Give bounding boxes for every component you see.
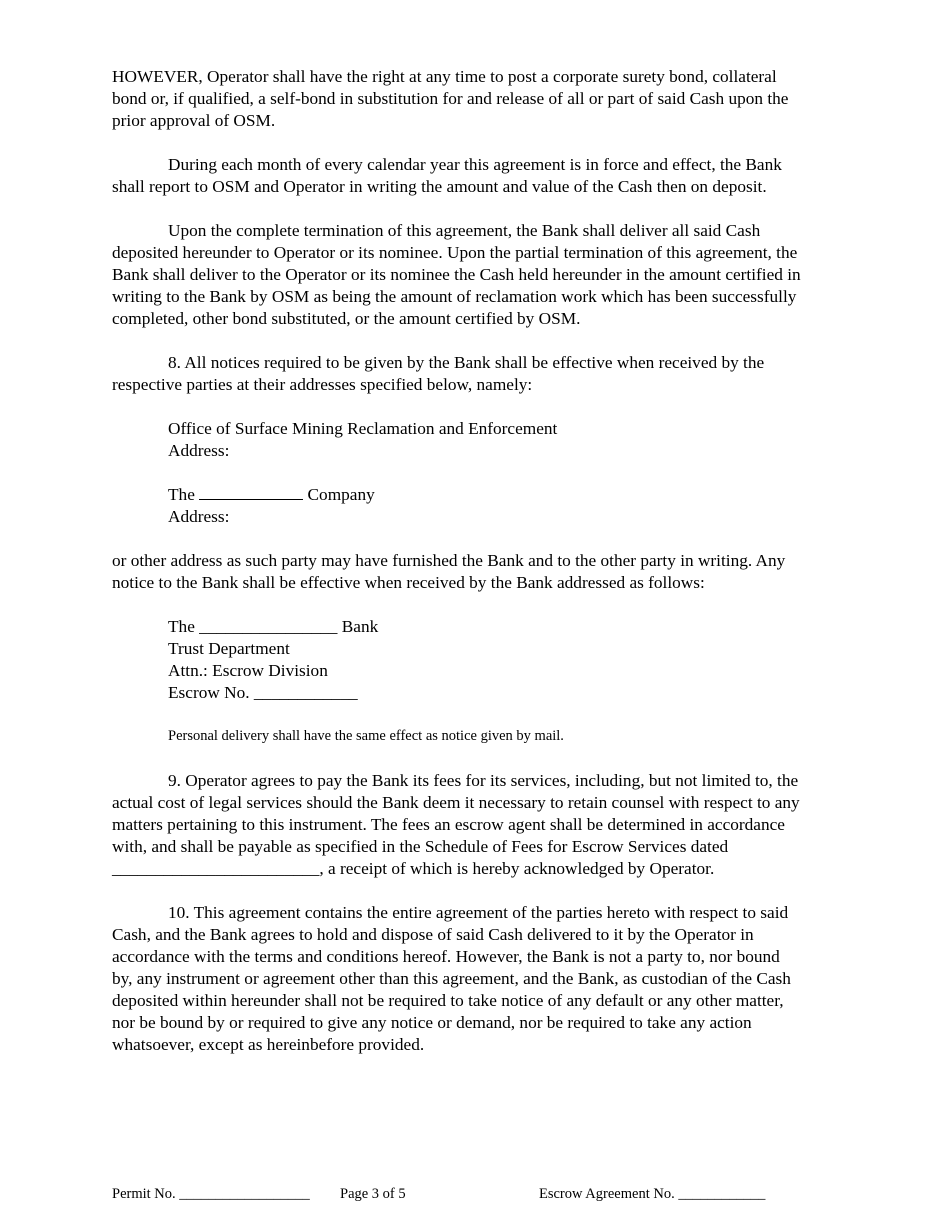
paragraph-termination: Upon the complete termination of this agreement, the Bank shall deliver all said Cash deposited hereunder to Operator or its nominee. Upon the partial termination of this agreement, the Bank shall deliver to the Operator or its nominee the Cash held hereunder in the amount certified in writing to the Bank by OSM as being the amount of reclamation work which has been successfully completed, other bond substituted, or the amount certified by OSM. [112,221,801,328]
osm-name: Office of Surface Mining Reclamation and Enforcement [168,419,558,438]
paragraph-other-address: or other address as such party may have furnished the Bank and to the other party in writing. Any notice to the Bank shall be effective when received by the Bank addressed as follows: [112,551,786,592]
osm-address-label: Address: [168,441,230,460]
paragraph-surety-bond: HOWEVER, Operator shall have the right at any time to post a corporate surety bond, collateral bond or, if qualified, a self-bond in substitution for and release of all or part of said Cash upon the prior approval of OSM. [112,67,789,130]
bank-attention-line: Attn.: Escrow Division [168,661,328,680]
osm-address-block [168,418,802,462]
company-prefix: The [168,485,195,504]
bank-trust-department: Trust Department [168,639,290,658]
bank-name-line: The ________________ Bank [168,617,379,636]
bank-address-block [168,616,802,704]
page-footer [112,1184,812,1204]
company-address-block [168,484,802,528]
paragraph-section-10-entire-agreement: 10. This agreement contains the entire agreement of the parties hereto with respect to said Cash, and the Bank agrees to hold and dispose of said Cash delivered to it by the Operator in accordance with the terms and conditions hereof. However, the Bank is not a party to, nor bound by, any instrument or agreement other than this agreement, and the Bank, as custodian of the Cash deposited within hereunder shall not be required to take notice of any default or any other matter, nor be bound by or required to give any notice or demand, nor be required to take any action whatsoever, except as hereinbefore provided. [112,903,791,1054]
paragraph-section-9-fees: 9. Operator agrees to pay the Bank its fees for its services, including, but not limited to, the actual cost of legal services should the Bank deem it necessary to retain counsel with respect to any matters pertaining to this instrument. The fees an escrow agent shall be determined in accordance with, and shall be payable as specified in the Schedule of Fees for Escrow Services dated ________________________, a receipt of which is hereby acknowledged by Operator. [112,771,800,878]
company-name-line [168,484,802,506]
document-page [112,66,802,1078]
company-address-label: Address: [168,507,230,526]
footer-page-number: Page 3 of 5 [340,1186,406,1202]
delivery-note: Personal delivery shall have the same effect as notice given by mail. [168,728,564,744]
paragraph-monthly-report: During each month of every calendar year this agreement is in force and effect, the Bank shall report to OSM and Operator in writing the amount and value of the Cash then on deposit. [112,155,782,196]
paragraph-section-8-notices: 8. All notices required to be given by the Bank shall be effective when received by the respective parties at their addresses specified below, namely: [112,353,765,394]
company-suffix: Company [307,485,375,504]
company-name-blank [199,485,303,500]
footer-escrow-agreement-number: Escrow Agreement No. ____________ [539,1186,766,1202]
bank-escrow-number: Escrow No. ____________ [168,683,358,702]
footer-permit-number: Permit No. __________________ [112,1186,310,1202]
